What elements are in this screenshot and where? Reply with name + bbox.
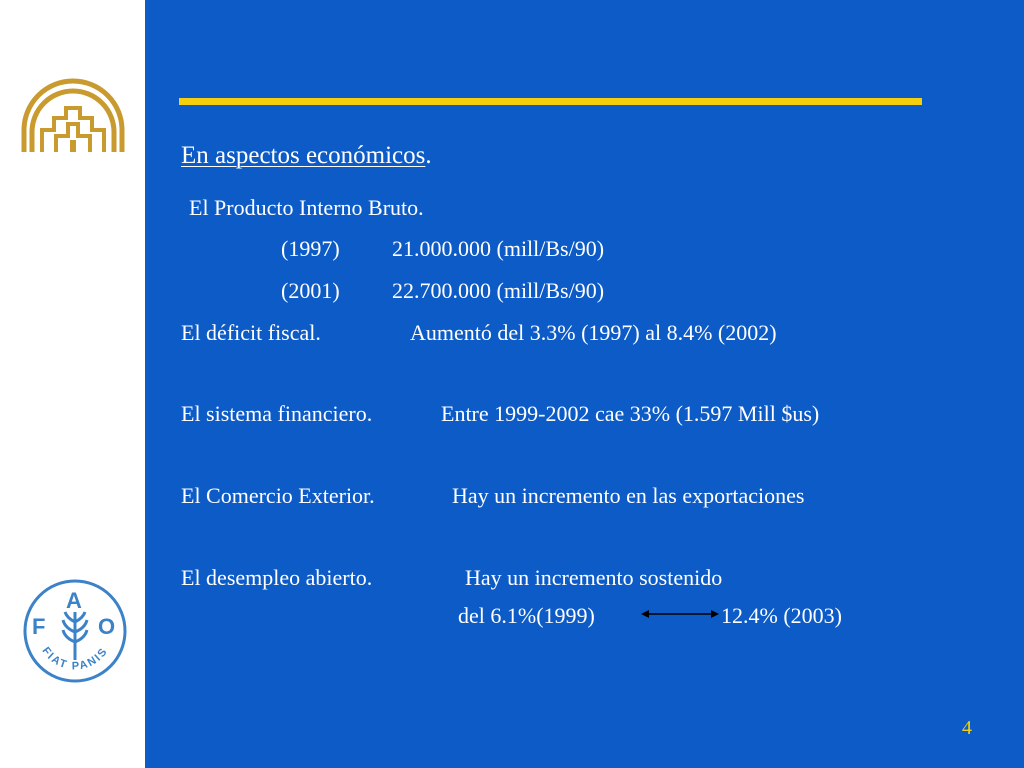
fao-letter-f: F [32, 614, 46, 639]
financiero-label: El sistema financiero. [181, 401, 373, 426]
comercio-label: El Comercio Exterior. [181, 483, 375, 508]
deficit-value: Aumentó del 3.3% (1997) al 8.4% (2002) [410, 320, 777, 345]
sidebar [0, 0, 145, 768]
financiero-value: Entre 1999-2002 cae 33% (1.597 Mill $us) [441, 401, 820, 426]
pib-year-2001: (2001) [281, 278, 340, 303]
content-area [145, 0, 1024, 768]
double-arrow-icon [641, 607, 719, 621]
desempleo-to: 12.4% (2003) [721, 603, 842, 628]
desempleo-label: El desempleo abierto. [181, 565, 373, 590]
fao-motto: FIAT PANIS [39, 645, 111, 673]
fao-letter-o: O [98, 614, 116, 639]
title-rule [179, 98, 922, 105]
pib-year-1997: (1997) [281, 236, 340, 261]
slide-heading: En aspectos económicos. [181, 142, 432, 169]
andean-logo-icon [18, 78, 128, 156]
pib-title: El Producto Interno Bruto. [189, 195, 424, 220]
pib-value-1997: 21.000.000 (mill/Bs/90) [392, 236, 605, 261]
deficit-label: El déficit fiscal. [181, 320, 321, 345]
pib-value-2001: 22.700.000 (mill/Bs/90) [392, 278, 605, 303]
fao-letter-a: A [66, 588, 82, 613]
page-number: 4 [962, 717, 972, 739]
fao-logo-icon [22, 578, 128, 684]
desempleo-value: Hay un incremento sostenido [465, 565, 723, 590]
desempleo-from: del 6.1%(1999) [458, 603, 595, 628]
comercio-value: Hay un incremento en las exportaciones [452, 483, 805, 508]
